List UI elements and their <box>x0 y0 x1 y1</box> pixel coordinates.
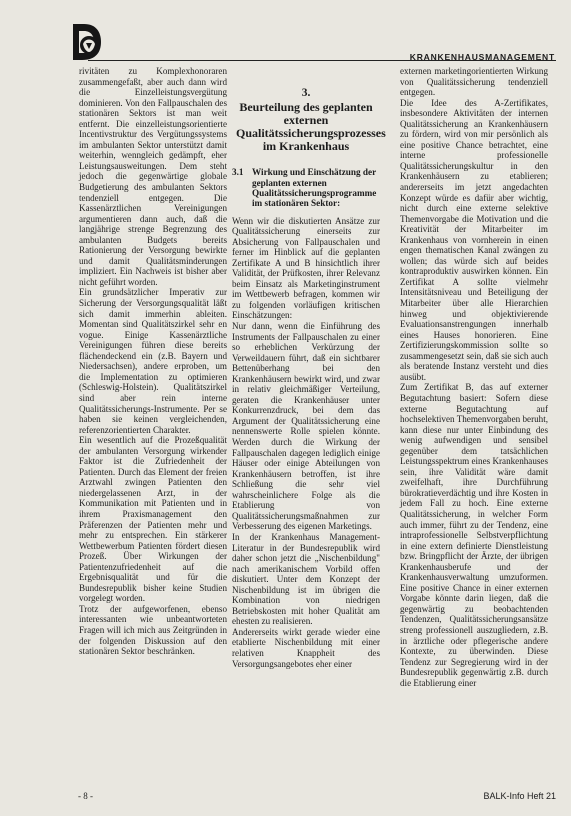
paragraph: In der Krankenhaus Management-Literatur in der Bundesrepublik wird daher schon jetzt die „Nischenbildung" nach amerikanischem Vorbild offen diskutiert. Unter dem Konzept der Nischenbildung ist im übrigen die Kombination von niedrigen Betriebskosten mit hoher Qualität am ehesten zu realisieren. <box>232 531 380 627</box>
running-header: KRANKENHAUSMANAGEMENT <box>409 52 555 62</box>
header-rule <box>88 60 556 61</box>
subsection-heading <box>232 167 380 208</box>
section-number: 3. <box>301 87 311 99</box>
paragraph: Zum Zertifikat B, das auf externer Begutachtung basiert: Sofern diese externe Begutachtung auf hochselektiven Themenvorgaben beruht, kann diese nur unter Einbindung des wenig aufwendigen und sensibel gegenüber dem tatsächlichen Leistungsspektrum eines Krankenhauses sein, ihre Validität wäre damit zweifelhaft, ihre Durchführung bürokratieverdächtig und ihre Kosten in jedem Fall zu hoch. Eine externe Qualitätssicherung, in welcher Form auch immer, führt zu der Tendenz, eine intraprofessionelle Selbstverpflichtung in eine extern definierte Dienstleistung bzw. Bringpflicht der Ärzte, der übrigen Krankenhausberufe und der Krankenhausverwaltung umzuformen. Eine positive Chance in einer externen Vorgabe könnte darin liegen, daß die gegenwärtig zu beobachtenden Tendenzen, Qualitätssicherungsansätze streng professionell auszugliedern, z.B. in ärztliche oder pflegerische andere Kontexte, zu überwinden. Diese Tendenz zur Segregierung wird in der Bundesrepublik gegenwärtig z.B. durch die Etablierung einer <box>400 382 548 688</box>
subsection-title: Wirkung und Einschätzung der geplanten externen Qualitätssicherungsprogramme im stationären Sektor: <box>252 167 377 209</box>
column-left <box>79 66 227 657</box>
section-title: Beurteilung des geplanten externen Qualitätssicherungsprozesses im Krankenhaus <box>236 99 386 154</box>
paragraph: externen marketingorientierten Wirkung von Qualitätssicherung tendenziell entgegen. <box>400 66 548 98</box>
publisher-logo <box>70 22 104 62</box>
paragraph: Trotz der aufgeworfenen, ebenso interessanten wie unbeantworteten Fragen will ich mich aus Zeitgründen in der folgenden Diskussion auf den stationären Sektor beschränken. <box>79 603 227 657</box>
paragraph: Wenn wir die diskutierten Ansätze zur Qualitätssicherung einerseits zur Absicherung von Fallpauschalen und ferner im Hinblick auf die geplanten Zertifikate A und B hinsichtlich ihrer Validität, der Prüfkosten, ihrer Relevanz beim Einsatz als Marketinginstrument im Wettbewerb befragen, kommen wir zu folgenden vorläufigen kritischen Einschätzungen: <box>232 215 380 321</box>
paragraph: rivitäten zu Komplexhonoraren zusammengefaßt, aber auch dann wird die Einzelleistungsvergütung dominieren. Von den Fallpauschalen des stationären Sektors ist man weit entfernt. Die einzelleistungsorientierte Incentivstruktur des Vergütungssystems im ambulanten Sektor unterstützt damit weiterhin, wenngleich gedämpft, eher Leistungsausweitungen. Dem steht jedoch die gegenwärtige globale Budgetierung des ambulanten Sektors tendenziell entgegen. Die Kassenärztlichen Vereinigungen argumentieren dann auch, daß die langjährige strenge Begrenzung des ambulanten Budgets bereits Rationierung der Versorgung bewirkte und damit Qualitätsminderungen impliziert. Ein Nachweis ist bisher aber nicht geführt worden. <box>79 66 227 287</box>
journal-reference: BALK-Info Heft 21 <box>483 791 556 801</box>
paragraph: Nur dann, wenn die Einführung des Instruments der Fallpauschalen zu einer so erheblichen Verkürzung der Verweildauern führt, daß ein sichtbarer Bettenüberhang bei den Krankenhäusern bewirkt wird, und zwar in relativ gleichmäßiger Verteilung, geraten die Krankenhäuser unter Konkurrenzdruck, bei dem das Argument der Qualitätssicherung eine nennenswerte Rolle spielen könnte. Werden durch die Wirkung der Fallpauschalen dagegen lediglich einige Häuser oder einige Abteilungen von Krankenhäusern betroffen, ist ihre Schließung die sehr viel wahrscheinlichere Folge als die Etablierung von Qualitätssicherungsmaßnahmen zur Verbesserung des eigenen Marketings. <box>232 321 380 532</box>
subsection-number: 3.1 <box>232 167 244 178</box>
paragraph: Ein wesentlich auf die Prozeßqualität der ambulanten Versorgung wirkender Faktor ist die Zufriedenheit der Patienten. Durch das Element der freien Arztwahl zwingen Patienten den niedergelassenen Arzt, in der Kommunikation mit Patienten und in ihrem Praxismanagement den Präferenzen der Patienten mehr und mehr zu entsprechen. Ein stärkerer Wettbewerbum Patienten fördert diesen Prozeß. Über Wirkungen der Patientenzufriedenheit auf die Ergebnisqualität und für die Bundesrepublik bisher keine Studien vorgelegt worden. <box>79 435 227 604</box>
paragraph: Ein grundsätzlicher Imperativ zur Sicherung der Versorgungsqualität läßt sich damit immerhin ableiten. Momentan sind Qualitätszirkel sehr en vogue. Einige Kassenärztliche Vereinigungen führen diese bereits flächendeckend ein (z.B. Bayern und Niedersachsen), andere erproben, um die Implementation zu optimieren (Schleswig-Holstein). Qualitätszirkel sind aber rein interne Qualitätssicherungs-Instrumente. Per se haben sie keinen vergleichenden, referenzorientierten Charakter. <box>79 287 227 435</box>
page-number: - 8 - <box>78 791 93 801</box>
paragraph: Andererseits wirkt gerade wieder eine etablierte Nischenbildung mit einer relativen Knappheit des Versorgungsangebotes eher einer <box>232 626 380 669</box>
paragraph: Die Idee des A-Zertifikates, insbesondere Aktivitäten der internen Qualitätssicherung an Krankenhäusern zu fördern, wird von mir persönlich als eine positive Chance betrachtet, eine interne professionelle Qualitätssicherungskultur in den Krankenhäusern zu etablieren; andererseits im jetzt angedachten Konzept würde es dafür aber wichtig, nicht durch eine externe selektive Themenvorgabe die Motivation und die Kreativität der Mitarbeiter im Krankenhaus von vornherein in einen engen thematischen Kanal zwängen zu wollen; das würde sich auf beides kontraproduktiv auswirken können. Ein Zertifikat A sollte vielmehr Intensitätsniveau und Beteiligung der Mitarbeiter über alle Hierarchien hinweg und objektivierende Evaluationsanstrengungen innerhalb eines Hauses honorieren. Eine Zertifizierungskommission sollte so zusammengesetzt sein, daß sie sich auch als beratende Instanz versteht und dies ausübt. <box>400 97 548 382</box>
column-middle <box>232 87 386 669</box>
column-right <box>400 66 548 688</box>
